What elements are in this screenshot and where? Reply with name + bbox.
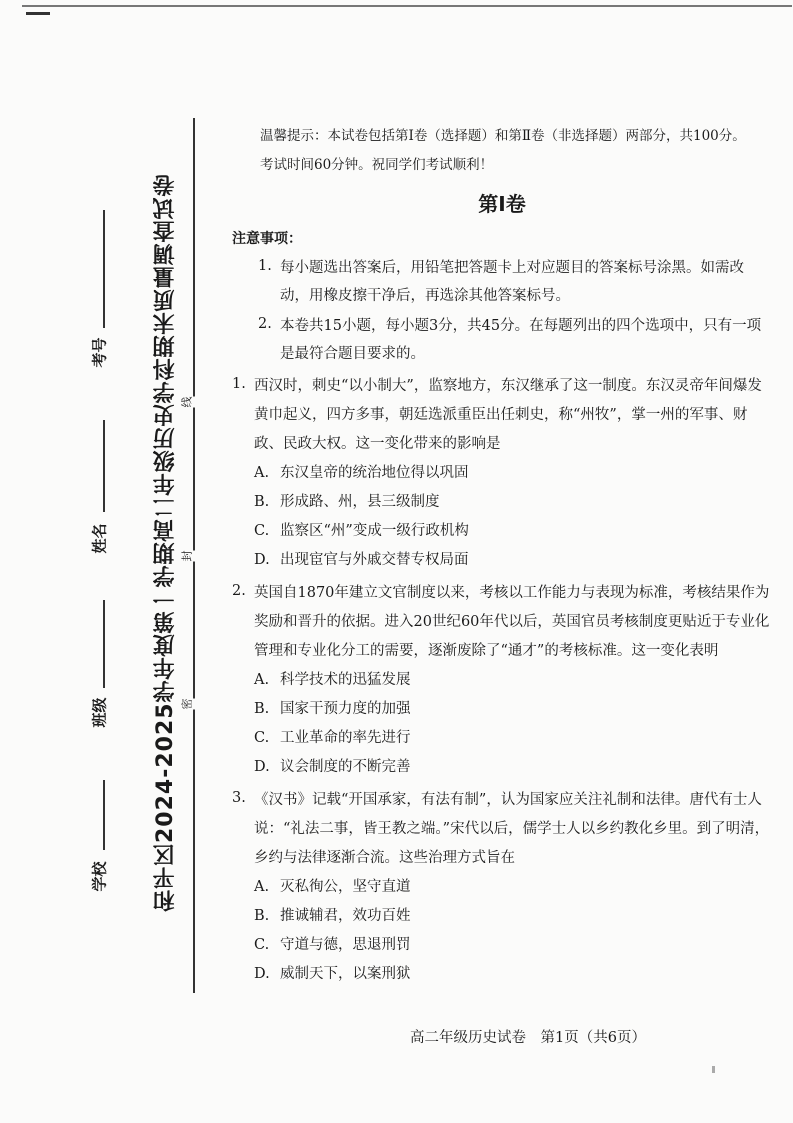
- option-2d[interactable]: [254, 753, 772, 782]
- binding-mark-line: 线: [177, 397, 197, 408]
- field-blank-school[interactable]: [103, 780, 105, 850]
- option-1a[interactable]: [254, 459, 772, 488]
- notice-item: [258, 312, 772, 368]
- field-label-name: 姓名: [90, 523, 109, 554]
- question-number: 1.: [232, 376, 246, 392]
- question-number: 3.: [232, 790, 246, 806]
- option-label: A.: [254, 672, 270, 688]
- question-1: [232, 372, 772, 459]
- option-label: C.: [254, 730, 270, 746]
- question-stem: 西汉时，刺史“以小制大”，监察地方，东汉继承了这一制度。东汉灵帝年间爆发黄巾起义，四方多事，朝廷选派重臣出任刺史，称“州牧”，掌一州的军事、财政、民政大权。这一变化带来的影响是: [254, 378, 762, 452]
- option-label: B.: [254, 494, 270, 510]
- scan-speck: [712, 1066, 715, 1073]
- page-footer: 高二年级历史试卷 第1页（共6页）: [410, 1030, 646, 1046]
- top-edge-line: [22, 5, 792, 7]
- option-2c[interactable]: [254, 724, 772, 753]
- notice-item-text: 每小题选出答案后，用铅笔把答题卡上对应题目的答案标号涂黑。如需改动，用橡皮擦干净后，再选涂其他答案标号。: [280, 260, 744, 304]
- tip-line-2: 考试时间60分钟。祝同学们考试顺利！: [260, 157, 494, 173]
- option-text: 国家干预力度的加强: [280, 701, 411, 717]
- binding-mark-seal: 封: [177, 551, 197, 562]
- option-2b[interactable]: [254, 695, 772, 724]
- notice-item-number: 1.: [258, 258, 272, 274]
- field-label-school: 学校: [90, 861, 109, 892]
- option-label: C.: [254, 937, 270, 953]
- option-label: C.: [254, 523, 270, 539]
- notice-item-text: 本卷共15小题，每小题3分，共45分。在每题列出的四个选项中，只有一项是最符合题目要求的。: [280, 318, 762, 362]
- notice-heading: 注意事项：: [232, 231, 302, 247]
- option-text: 工业革命的率先进行: [280, 730, 411, 746]
- option-text: 科学技术的迅猛发展: [280, 672, 411, 688]
- option-text: 议会制度的不断完善: [280, 759, 411, 775]
- tip-line-1: 温馨提示：本试卷包括第Ⅰ卷（选择题）和第Ⅱ卷（非选择题）两部分，共100分。: [260, 128, 746, 144]
- volume-title: 第Ⅰ卷: [478, 192, 526, 216]
- option-label: A.: [254, 879, 270, 895]
- option-label: B.: [254, 701, 270, 717]
- question-stem: 《汉书》记载“开国承家，有法有制”，认为国家应关注礼制和法律。唐代有士人说：“礼法二事，皆王教之端。”宋代以后，儒学士人以乡约教化乡里。到了明清，乡约与法律逐渐合流。这些治理方式旨在: [254, 792, 770, 866]
- top-dash-mark: [26, 12, 50, 15]
- option-text: 威制天下，以案刑狱: [280, 966, 411, 982]
- option-3d[interactable]: [254, 960, 772, 989]
- option-text: 守道与德，思退刑罚: [280, 937, 411, 953]
- option-text: 形成路、州，县三级制度: [280, 494, 440, 510]
- option-text: 监察区“州”变成一级行政机构: [280, 523, 469, 539]
- exam-vertical-title: 和平区2024-2025学年度第一学期高二年级历史学科期末质量调查试卷: [153, 173, 178, 912]
- field-label-class: 班级: [90, 697, 109, 728]
- question-3: [232, 786, 772, 873]
- question-2: [232, 579, 772, 666]
- option-1c[interactable]: [254, 517, 772, 546]
- option-text: 出现宦官与外戚交替专权局面: [280, 552, 469, 568]
- option-2a[interactable]: [254, 666, 772, 695]
- field-blank-id[interactable]: [103, 210, 105, 328]
- option-text: 推诚辅君，效功百姓: [280, 908, 411, 924]
- option-1b[interactable]: [254, 488, 772, 517]
- field-blank-name[interactable]: [103, 420, 105, 512]
- option-1d[interactable]: [254, 546, 772, 575]
- exam-content: [232, 124, 772, 989]
- option-label: D.: [254, 966, 270, 982]
- option-label: A.: [254, 465, 270, 481]
- option-3a[interactable]: [254, 873, 772, 902]
- question-number: 2.: [232, 583, 246, 599]
- option-label: D.: [254, 552, 270, 568]
- option-3c[interactable]: [254, 931, 772, 960]
- option-label: D.: [254, 759, 270, 775]
- question-stem: 英国自1870年建立文官制度以来，考核以工作能力与表现为标准，考核结果作为奖励和晋升的依据。进入20世纪60年代以后，英国官员考核制度更贴近于专业化管理和专业化分工的需要，逐渐废除了“通才”的考核标准。这一变化表明: [254, 585, 770, 659]
- field-blank-class[interactable]: [103, 600, 105, 688]
- notice-item: [258, 254, 772, 310]
- option-label: B.: [254, 908, 270, 924]
- option-3b[interactable]: [254, 902, 772, 931]
- field-label-id: 考号: [90, 337, 109, 368]
- option-text: 东汉皇帝的统治地位得以巩固: [280, 465, 469, 481]
- option-text: 灭私徇公，坚守直道: [280, 879, 411, 895]
- notice-item-number: 2.: [258, 316, 272, 332]
- binding-mark-secret: 密: [177, 699, 197, 710]
